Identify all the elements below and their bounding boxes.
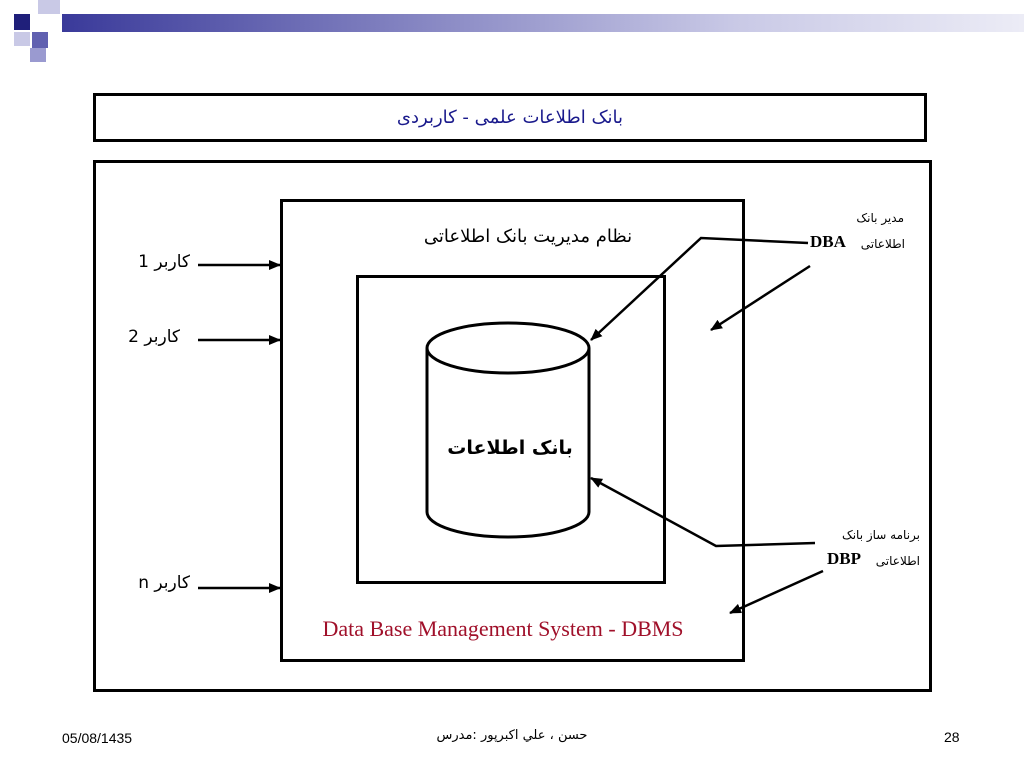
dbp-subtitle: اطلاعاتی bbox=[875, 554, 920, 568]
user2-label: کاربر 2 bbox=[128, 327, 180, 347]
footer-author: حسن ، علي اكبرپور :مدرس bbox=[436, 728, 588, 743]
dbp-to-dbms-arrow bbox=[730, 571, 823, 613]
dba-subtitle: اطلاعاتی bbox=[860, 237, 905, 251]
dba-title: مدیر بانک bbox=[856, 211, 904, 225]
slide-title: بانک اطلاعات علمی - کاربردی bbox=[396, 107, 624, 128]
footer-page-number: 28 bbox=[944, 729, 960, 745]
dbms-caption: Data Base Management System - DBMS bbox=[322, 616, 684, 641]
dbp-title: برنامه ساز بانک bbox=[841, 528, 920, 542]
database-label: بانک اطلاعات bbox=[447, 437, 573, 459]
database-cylinder-icon bbox=[427, 323, 589, 537]
dba-to-dbms-arrow bbox=[711, 266, 810, 330]
usern-label: کاربر n bbox=[138, 573, 190, 593]
user1-label: کاربر 1 bbox=[138, 252, 190, 272]
dba-abbr: DBA bbox=[810, 232, 846, 251]
dbp-abbr: DBP bbox=[827, 549, 861, 568]
dbms-label: نظام مدیریت بانک اطلاعاتی bbox=[423, 226, 633, 247]
footer-date: 05/08/1435 bbox=[62, 730, 133, 746]
dbp-to-database-arrow bbox=[591, 478, 815, 546]
